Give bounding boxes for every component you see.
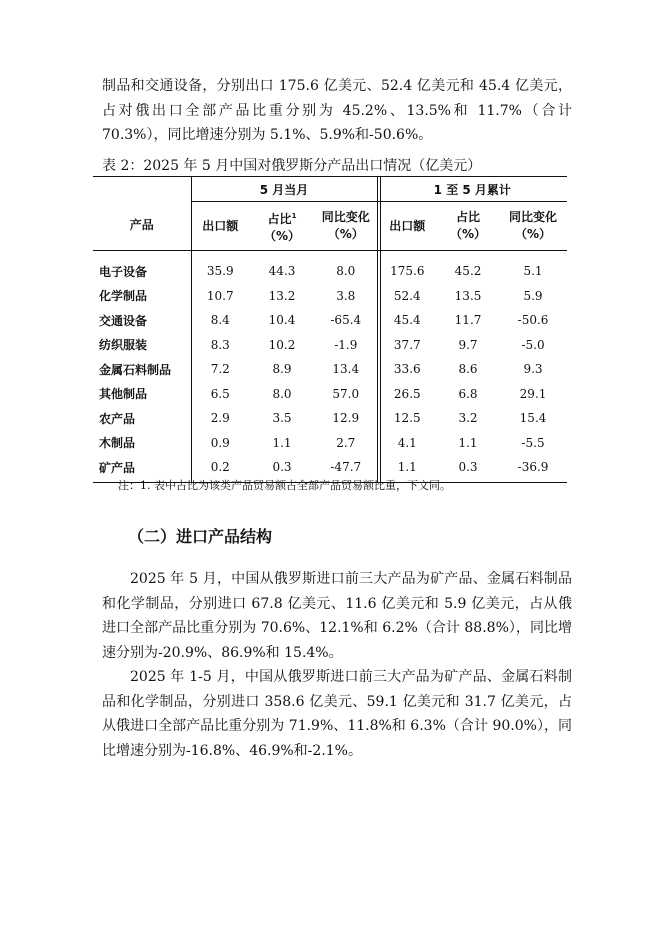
table-row — [93, 431, 567, 456]
cell-month-share: 3.5 — [272, 411, 292, 426]
cell-cum-export: 37.7 — [377, 333, 437, 358]
cell-cum-share: 9.7 — [458, 337, 478, 352]
cell-month-yoy: -1.9 — [334, 337, 358, 352]
row-product: 交通设备 — [99, 313, 148, 328]
cell-cum-export: 4.1 — [377, 431, 437, 456]
row-product: 化学制品 — [99, 289, 148, 304]
table-row — [93, 382, 567, 407]
col-header-product: 产品 — [93, 202, 191, 251]
col-header-month-yoy: 同比变化 （%） — [315, 202, 377, 251]
cell-cum-export: 12.5 — [377, 406, 437, 431]
table-row — [93, 406, 567, 431]
cell-cum-yoy: -5.0 — [521, 337, 545, 352]
cell-month-export: 35.9 — [191, 251, 249, 284]
col-header-cum-export: 出口额 — [377, 202, 437, 251]
column-header-row — [93, 202, 567, 251]
cell-month-export: 0.9 — [191, 431, 249, 456]
cell-cum-export: 52.4 — [377, 284, 437, 309]
row-product: 农产品 — [99, 411, 136, 426]
section-heading: （二）进口产品结构 — [128, 527, 273, 546]
cell-cum-yoy: 5.1 — [523, 264, 543, 279]
table-row — [93, 455, 567, 482]
cell-cum-share: 45.2 — [454, 264, 482, 279]
cell-cum-share: 3.2 — [458, 411, 478, 426]
body-paragraph: 2025 年 5 月，中国从俄罗斯进口前三大产品为矿产品、金属石料制品和化学制品，分别进口 67.8 亿美元、11.6 亿美元和 5.9 亿美元，占从俄进口全部产品比重分别为 70.6%、12.1%和 6.2%（合计 88.8%），同比增速分别为-20.9%、86.9%和 15.4%。 — [102, 571, 572, 661]
body-paragraph: 2025 年 1-5 月，中国从俄罗斯进口前三大产品为矿产品、金属石料制品和化学制品，分别进口 358.6 亿美元、59.1 亿美元和 31.7 亿美元，占从俄进口全部产品比重分别为 71.9%、11.8%和 6.3%（合计 90.0%），同比增速分别为-16.8%、46.9%和-2.1%。 — [102, 669, 572, 759]
col-header-month-export: 出口额 — [191, 202, 249, 251]
cell-cum-share: 13.5 — [454, 288, 482, 303]
row-product: 木制品 — [99, 436, 136, 451]
cell-month-yoy: 13.4 — [332, 362, 360, 377]
cell-cum-yoy: 15.4 — [519, 411, 547, 426]
cell-month-yoy: 12.9 — [332, 411, 360, 426]
row-product: 矿产品 — [93, 455, 191, 482]
cell-month-share: 0.3 — [249, 455, 315, 482]
cell-month-yoy: 8.0 — [336, 264, 356, 279]
table-row — [93, 333, 567, 358]
cell-cum-yoy: -5.5 — [521, 435, 545, 450]
cell-cum-export: 26.5 — [377, 382, 437, 407]
intro-text: 制品和交通设备，分别出口 175.6 亿美元、52.4 亿美元和 45.4 亿美元，占对俄出口全部产品比重分别为 45.2%、13.5%和 11.7%（合计 70.3%），同比增速分别为 5.1%、5.9%和-50.6%。 — [102, 78, 572, 143]
cell-month-export: 2.9 — [191, 406, 249, 431]
row-product: 电子设备 — [99, 264, 148, 279]
cell-cum-share: 0.3 — [437, 455, 499, 482]
row-product: 金属石料制品 — [99, 362, 172, 377]
table-row — [93, 308, 567, 333]
cell-cum-export: 33.6 — [377, 357, 437, 382]
cell-cum-share: 11.7 — [454, 313, 482, 328]
table-caption: 表 2：2025 年 5 月中国对俄罗斯分产品出口情况（亿美元） — [102, 158, 482, 174]
cell-month-share: 8.0 — [272, 386, 292, 401]
cell-month-share: 13.2 — [268, 288, 296, 303]
group-header-row — [93, 177, 567, 202]
cell-month-share: 44.3 — [268, 264, 296, 279]
intro-paragraph — [102, 74, 572, 148]
cell-month-yoy: 2.7 — [336, 435, 356, 450]
cell-month-export: 0.2 — [191, 455, 249, 482]
cell-month-export: 10.7 — [191, 284, 249, 309]
cell-month-yoy: 57.0 — [332, 386, 360, 401]
col-header-cum-yoy: 同比变化 （%） — [499, 202, 567, 251]
cell-month-export: 7.2 — [191, 357, 249, 382]
table-note: 注：1. 表中占比为该类产品贸易额占全部产品贸易额比重，下文同。 — [118, 479, 451, 492]
cell-month-export: 8.3 — [191, 333, 249, 358]
cell-month-share: 8.9 — [272, 362, 292, 377]
cell-month-share: 1.1 — [272, 435, 292, 450]
export-table — [93, 176, 567, 483]
cell-cum-share: 6.8 — [458, 386, 478, 401]
cell-cum-yoy: 9.3 — [523, 362, 543, 377]
cell-month-export: 6.5 — [191, 382, 249, 407]
row-product: 纺织服装 — [99, 338, 148, 353]
table-row — [93, 251, 567, 284]
row-product: 其他制品 — [99, 387, 148, 402]
cell-month-yoy: 3.8 — [336, 288, 356, 303]
cell-month-yoy: -47.7 — [315, 455, 377, 482]
cell-cum-export: 175.6 — [377, 251, 437, 284]
import-paragraphs — [102, 567, 572, 763]
table-row — [93, 284, 567, 309]
cell-cum-export: 45.4 — [377, 308, 437, 333]
group-header-current-month: 5 月当月 — [191, 177, 377, 202]
cell-cum-yoy: -36.9 — [499, 455, 567, 482]
cell-cum-yoy: 29.1 — [519, 386, 547, 401]
col-header-cum-share: 占比 （%） — [437, 202, 499, 251]
cell-cum-share: 8.6 — [458, 362, 478, 377]
cell-cum-yoy: -50.6 — [517, 313, 549, 328]
cell-cum-export: 1.1 — [377, 455, 437, 482]
cell-month-yoy: -65.4 — [330, 313, 362, 328]
cell-month-share: 10.4 — [268, 313, 296, 328]
cell-month-export: 8.4 — [191, 308, 249, 333]
cell-cum-share: 1.1 — [458, 435, 478, 450]
cell-month-share: 10.2 — [268, 337, 296, 352]
footnote-mark: 1 — [291, 211, 297, 220]
cell-cum-yoy: 5.9 — [523, 288, 543, 303]
group-header-cumulative: 1 至 5 月累计 — [377, 177, 567, 202]
table-row — [93, 357, 567, 382]
col-header-month-share: 占比$^1$ （%） — [249, 202, 315, 251]
